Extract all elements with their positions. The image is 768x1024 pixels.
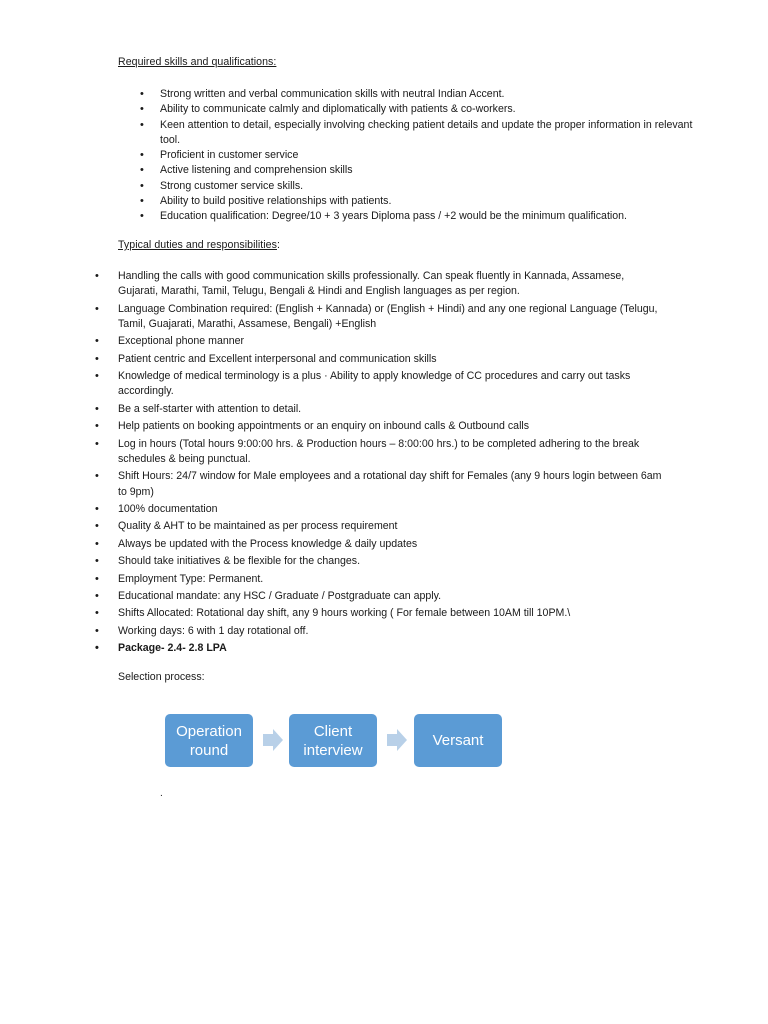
list-item: • Active listening and comprehension skills <box>160 163 705 178</box>
list-item: • Shifts Allocated: Rotational day shift, any 9 hours working ( For female between 10AM till 10PM.\ <box>118 606 663 621</box>
list-item: • Quality & AHT to be maintained as per process requirement <box>118 519 663 534</box>
list-item: • Exceptional phone manner <box>118 334 663 349</box>
trailing-period: . <box>160 788 163 799</box>
list-item: • Patient centric and Excellent interpersonal and communication skills <box>118 352 663 367</box>
skills-list <box>160 87 705 225</box>
duties-heading <box>118 239 280 251</box>
list-item: • Should take initiatives & be flexible for the changes. <box>118 554 663 569</box>
list-item: • Strong written and verbal communication skills with neutral Indian Accent. <box>160 87 705 102</box>
duties-heading-text: Typical duties and responsibilities <box>118 239 277 251</box>
list-item: • Be a self-starter with attention to detail. <box>118 402 663 417</box>
step-versant: Versant <box>414 714 502 767</box>
list-item: • Shift Hours: 24/7 window for Male employees and a rotational day shift for Females (any 9 hours login between 6am to 9pm) <box>118 469 663 500</box>
list-item: • Educational mandate: any HSC / Graduate / Postgraduate can apply. <box>118 589 663 604</box>
step-operation-round: Operation round <box>165 714 253 767</box>
list-item: • 100% documentation <box>118 502 663 517</box>
list-item: • Log in hours (Total hours 9:00:00 hrs. & Production hours – 8:00:00 hrs.) to be completed adhering to the break schedules & being punctual. <box>118 437 663 468</box>
list-item: • Ability to communicate calmly and diplomatically with patients & co-workers. <box>160 102 705 117</box>
list-item: • Help patients on booking appointments or an enquiry on inbound calls & Outbound calls <box>118 419 663 434</box>
duties-list <box>118 269 663 659</box>
list-item: • Strong customer service skills. <box>160 179 705 194</box>
selection-process-label: Selection process: <box>118 671 205 683</box>
list-item: • Keen attention to detail, especially involving checking patient details and update the proper information in relevant tool. <box>160 118 705 149</box>
list-item: • Knowledge of medical terminology is a plus · Ability to apply knowledge of CC procedures and carry out tasks accordingly. <box>118 369 663 400</box>
duties-heading-colon: : <box>276 239 280 251</box>
list-item: • Working days: 6 with 1 day rotational off. <box>118 624 663 639</box>
list-item: • Proficient in customer service <box>160 148 705 163</box>
step-client-interview: Client interview <box>289 714 377 767</box>
list-item: • Employment Type: Permanent. <box>118 572 663 587</box>
list-item: • Ability to build positive relationships with patients. <box>160 194 705 209</box>
skills-heading: Required skills and qualifications: <box>118 56 277 68</box>
list-item: • Language Combination required: (English + Kannada) or (English + Hindi) and any one regional Language (Telugu, Tamil, Guajarati, Marathi, Assamese, Bengali) +English <box>118 302 663 333</box>
list-item: • Handling the calls with good communication skills professionally. Can speak fluently in Kannada, Assamese, Gujarati, Marathi, Tamil, Telugu, Bengali & Hindi and English languages as per region. <box>118 269 663 300</box>
package-item: • Package- 2.4- 2.8 LPA <box>118 641 663 656</box>
list-item: • Always be updated with the Process knowledge & daily updates <box>118 537 663 552</box>
list-item: • Education qualification: Degree/10 + 3 years Diploma pass / +2 would be the minimum qualification. <box>160 209 705 224</box>
